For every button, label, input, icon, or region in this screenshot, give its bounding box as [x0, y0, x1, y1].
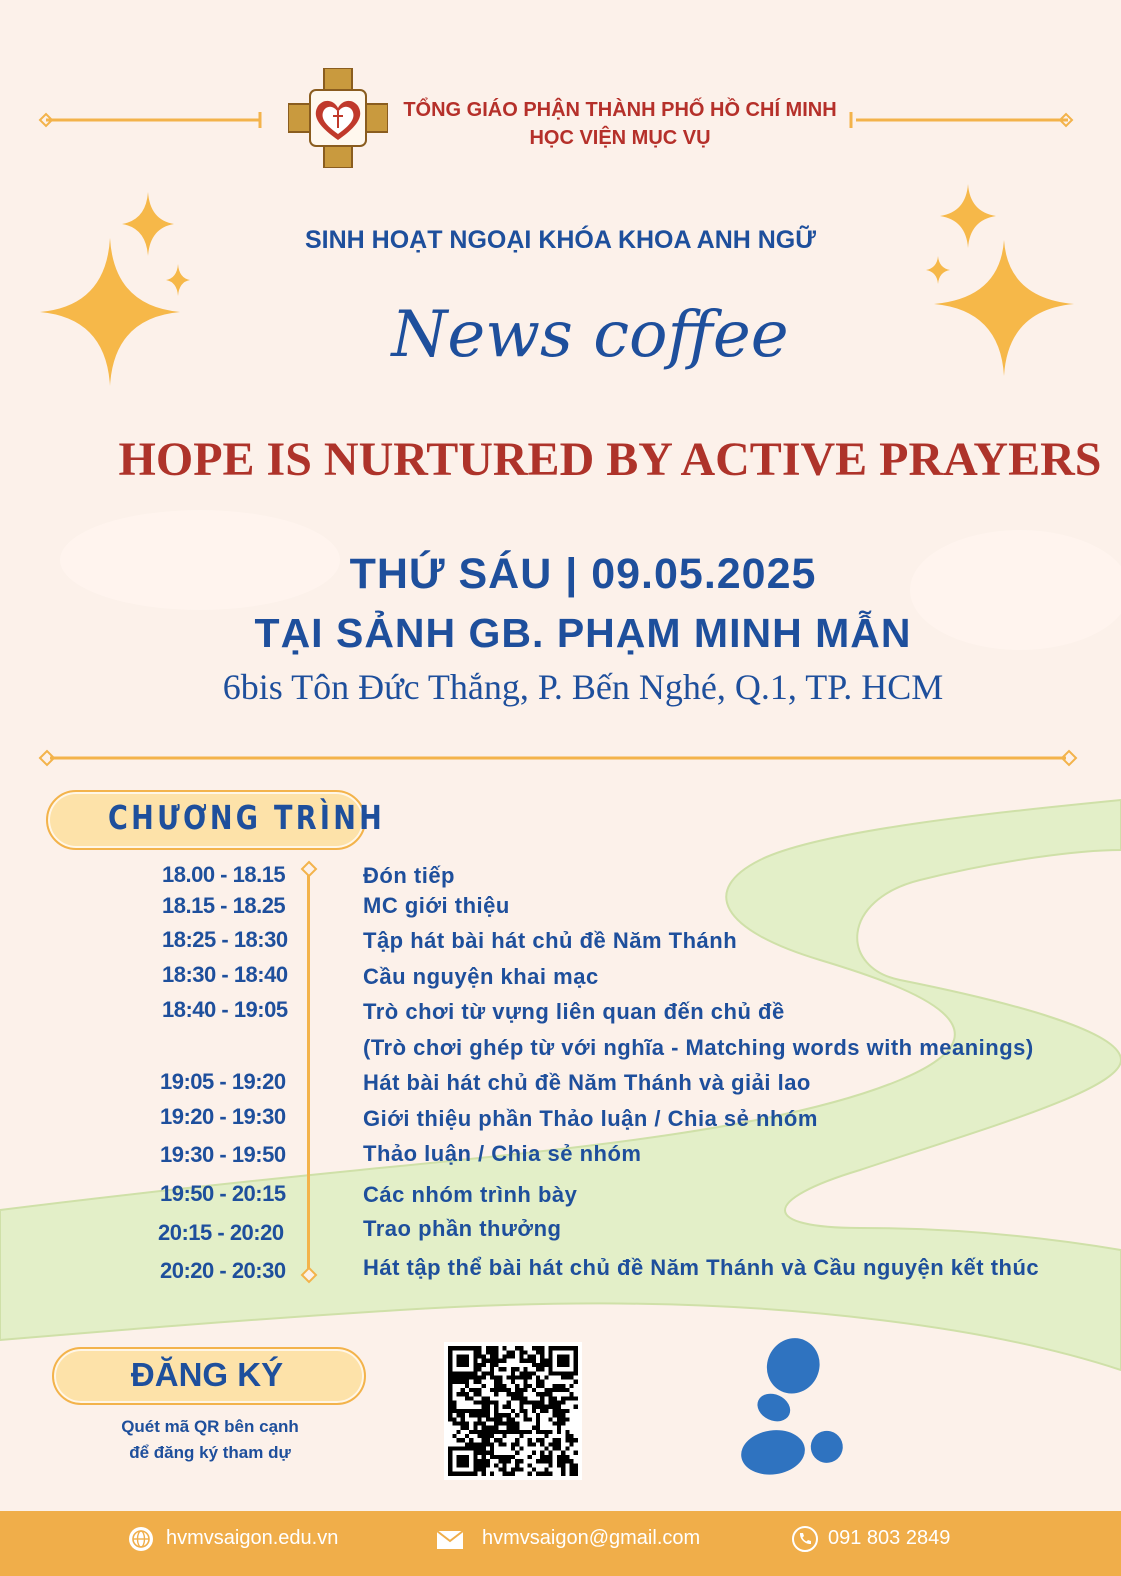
- cross-logo-icon: [288, 68, 388, 168]
- schedule-activity: Trò chơi từ vựng liên quan đến chủ đề: [363, 999, 785, 1024]
- schedule-activity: Các nhóm trình bày: [363, 1182, 578, 1207]
- schedule-time: 18:30 - 18:40: [162, 962, 288, 987]
- registration-note-line-1: Quét mã QR bên cạnh: [121, 1417, 299, 1436]
- schedule-time: 20:20 - 20:30: [160, 1258, 286, 1283]
- globe-icon: [128, 1526, 154, 1552]
- organization-title: [400, 96, 840, 152]
- schedule-activity: Giới thiệu phần Thảo luận / Chia sẻ nhóm: [363, 1106, 818, 1131]
- org-line-1: TỔNG GIÁO PHẬN THÀNH PHỐ HỒ CHÍ MINH: [403, 99, 837, 121]
- schedule-activity: Tập hát bài hát chủ đề Năm Thánh: [363, 928, 738, 953]
- schedule-activity: Thảo luận / Chia sẻ nhóm: [363, 1141, 642, 1166]
- section-divider: [38, 748, 1078, 768]
- program-heading: CHƯƠNG TRÌNH: [108, 798, 386, 837]
- sparkle-star-icon: [38, 188, 198, 388]
- schedule-activity: Hát tập thể bài hát chủ đề Năm Thánh và Cầu nguyện kết thúc: [363, 1255, 1040, 1280]
- schedule-activity-note: (Trò chơi ghép từ với nghĩa - Matching words with meanings): [363, 1035, 1034, 1060]
- schedule-time: 18.00 - 18.15: [162, 862, 286, 887]
- schedule-time: 18:25 - 18:30: [162, 927, 288, 952]
- schedule-time: 20:15 - 20:20: [158, 1220, 284, 1245]
- sparkle-star-icon: [920, 180, 1080, 380]
- schedule-time: 19:50 - 20:15: [160, 1181, 286, 1206]
- schedule-activity: Trao phần thưởng: [363, 1216, 562, 1241]
- timeline-start-marker: [300, 860, 318, 878]
- event-venue: TẠI SẢNH GB. PHẠM MINH MẪN: [254, 610, 912, 656]
- event-theme: HOPE IS NURTURED BY ACTIVE PRAYERS: [118, 433, 1102, 486]
- schedule-time: 18.15 - 18.25: [162, 893, 286, 918]
- schedule-time: 19:30 - 19:50: [160, 1142, 286, 1167]
- header-divider-left: [38, 110, 268, 130]
- event-date: THỨ SÁU | 09.05.2025: [349, 550, 817, 598]
- mail-icon: [436, 1530, 464, 1550]
- footer-phone[interactable]: 091 803 2849: [828, 1527, 951, 1549]
- footprints-icon: [735, 1336, 855, 1486]
- event-title: News coffee: [391, 298, 789, 372]
- registration-note-line-2: để đăng ký tham dự: [129, 1443, 291, 1462]
- schedule-time: 19:05 - 19:20: [160, 1069, 286, 1094]
- org-line-2: HỌC VIỆN MỤC VỤ: [529, 127, 711, 149]
- header-divider-right: [848, 110, 1078, 130]
- phone-icon: [792, 1526, 818, 1552]
- qr-code-icon[interactable]: [444, 1342, 582, 1480]
- schedule-activity: MC giới thiệu: [363, 893, 510, 918]
- registration-heading: ĐĂNG KÝ: [130, 1356, 284, 1393]
- event-subheading: SINH HOẠT NGOẠI KHÓA KHOA ANH NGỮ: [304, 226, 816, 254]
- registration-note: [90, 1414, 330, 1466]
- footer-website[interactable]: hvmvsaigon.edu.vn: [166, 1527, 339, 1549]
- schedule-activity: Hát bài hát chủ đề Năm Thánh và giải lao: [363, 1070, 811, 1095]
- event-address: 6bis Tôn Đức Thắng, P. Bến Nghé, Q.1, TP. HCM: [222, 667, 944, 707]
- timeline-line: [307, 868, 310, 1274]
- schedule-time: 19:20 - 19:30: [160, 1104, 286, 1129]
- schedule-time: 18:40 - 19:05: [162, 997, 288, 1022]
- schedule-activity: Đón tiếp: [363, 863, 455, 888]
- schedule-activity: Cầu nguyện khai mạc: [363, 964, 599, 989]
- footer-email[interactable]: hvmvsaigon@gmail.com: [482, 1527, 701, 1549]
- timeline-end-marker: [300, 1266, 318, 1284]
